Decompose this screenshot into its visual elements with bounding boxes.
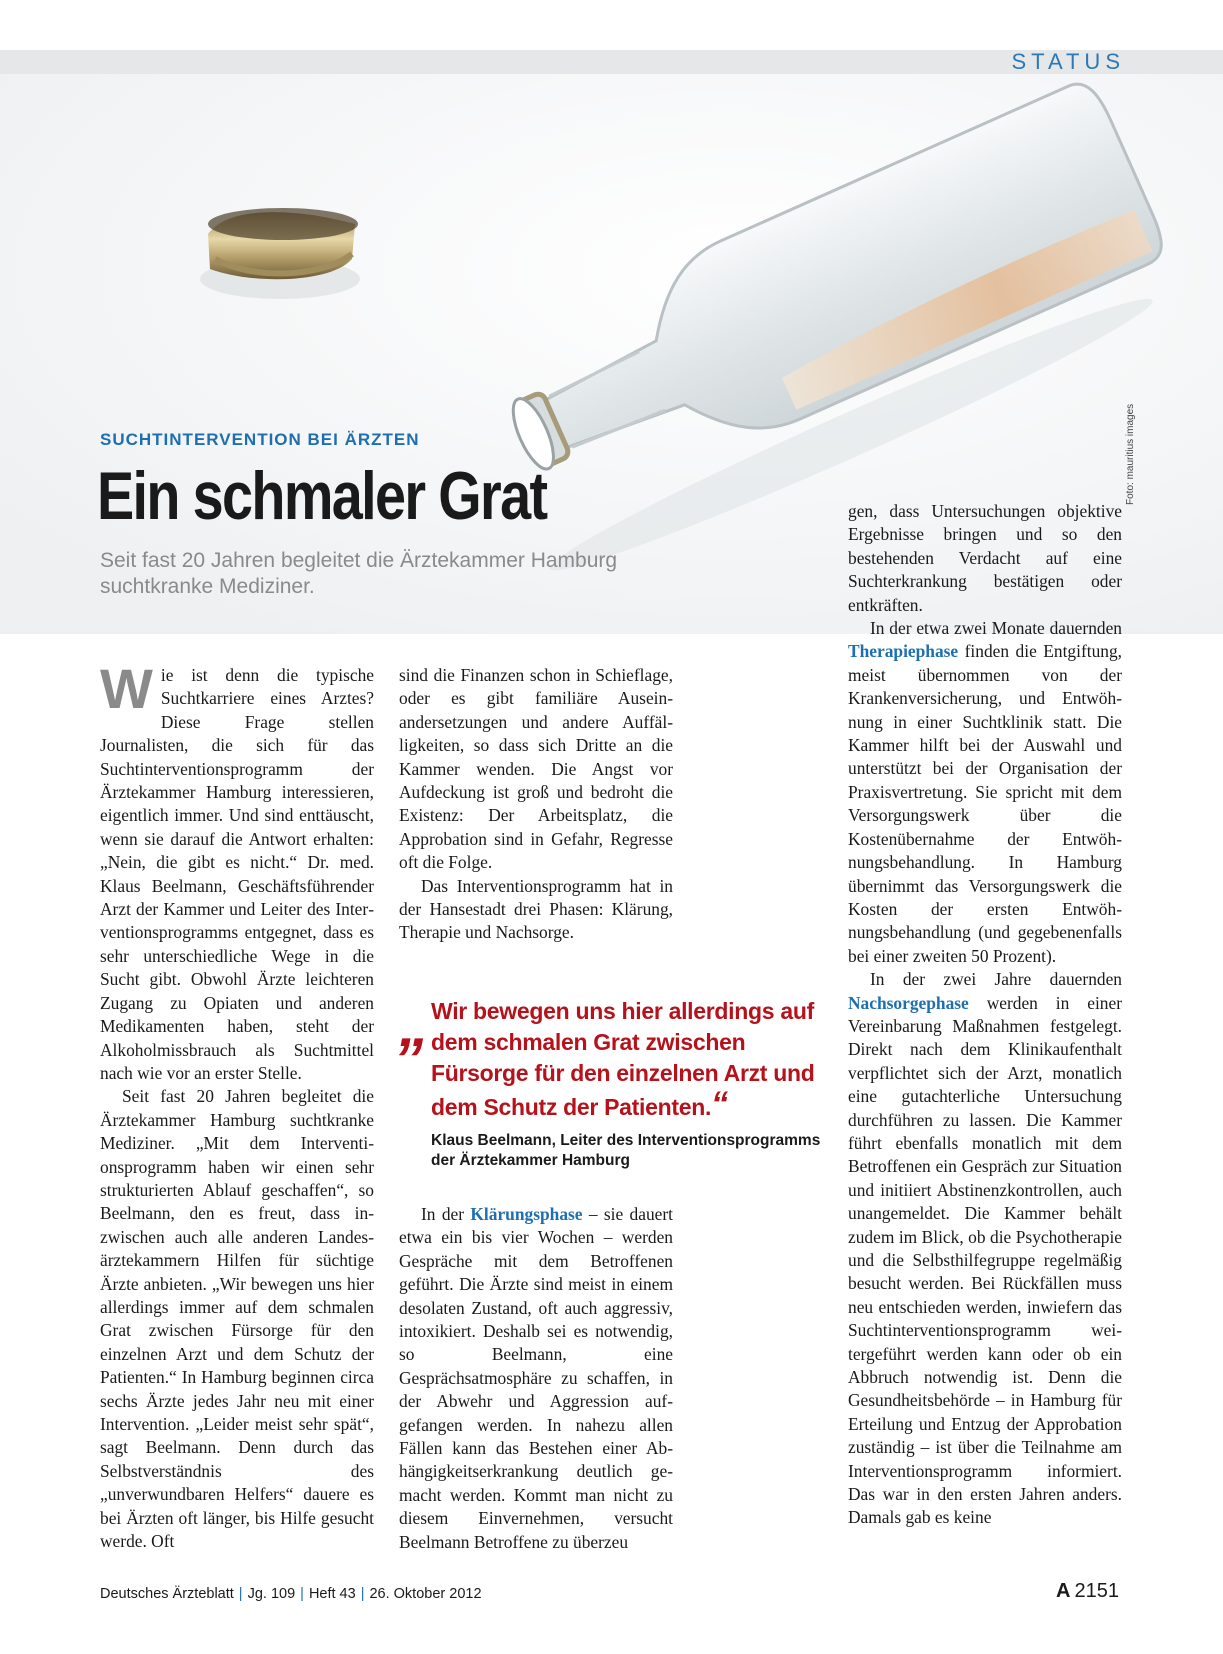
footer-citation [100,1586,482,1602]
separator: | [360,1586,365,1602]
paragraph: In der Klärungsphase – sie dauert etwa ein bis vier Wochen – werden Gespräche mit dem Betroffenen geführt. Die Ärzte sind meist in einem desolaten Zustand, oft auch aggressiv, intoxikiert. Deshalb sei es notwendig, so Beelmann, eine Gesprächsatmosphäre zu schaffen, in der Abwehr und Aggression aufgefangen werden. In nahezu allen Fällen kann das Bestehen einer Abhängigkeitserkrankung deutlich gemacht werden. Kommt man nicht zu diesem Einvernehmen, versucht Beelmann Betroffene zu überzeu [399,1204,673,1552]
article-subtitle: Seit fast 20 Jahren begleitet die Ärztekammer Hamburg suchtkranke Mediziner. [100,549,618,598]
separator: | [300,1586,304,1602]
pull-quote [399,992,829,1171]
date: 26. Oktober 2012 [369,1586,482,1602]
paragraph-text: ie ist denn die typische Suchtkarriere eines Arztes? Diese Frage stellen Journalisten, die sich für das Suchtinterventionsprogramm der Ärztekammer Hamburg interessieren, eigentlich immer. Und sind enttäuscht, wenn sie darauf die Antwort erhalten: „Nein, die gibt es nicht.“ Dr. med. Klaus Beelmann, Geschäftsführender Arzt der Kammer und Leiter des Interventionsprogramms entgegnet, dass es sehr unterschiedliche Wege in die Sucht gibt. Obwohl Ärzte leichteren Zugang zu Opiaten und anderen Medikamenten haben, steht der Alkoholmissbrauch als Suchtmittel nach wie vor an erster Stelle. [100,665,374,1083]
column-1 [100,657,374,1553]
paragraph: gen, dass Untersuchungen objektive Ergebnisse bringen und so den bestehenden Verdacht auf eine Suchterkrankung bestätigen oder entkräften. [848,501,1122,615]
phase-highlight: Klärungsphase [470,1204,583,1224]
column-2-top [399,664,673,945]
quote-text: Wir bewegen uns hier allerdings auf dem schmalen Grat zwischen Fürsorge für den einzelnen Arzt und dem Schutz der Patienten.“ [431,998,815,1123]
article-title: Ein schmaler Grat [97,458,547,534]
issue: Heft 43 [308,1586,356,1602]
bottle-cap [200,208,360,299]
phase-highlight: Nachsorgephase [848,992,969,1013]
paragraph: In der etwa zwei Monate dauernden Therapiephase finden die Entgiftung, meist übernommen von der Krankenversicherung, und Entwöhnung in einer Suchtklinik statt. Die Kammer hilft bei der Auswahl und unterstützt bei der Organisation der Praxisvertretung. Sie spricht mit dem Versorgungswerk über die Kostenübernahme der Entwöhnungsbehandlung. In Hamburg übernimmt das Versorgungswerk die Kosten der ersten Entwöhnungsbehandlung (und gegebenenfalls bei einer zweiten 50 Prozent). [848,618,1122,966]
paragraph [100,657,374,1085]
photo-credit: Foto: mauritius images [1125,403,1136,505]
separator: | [238,1586,243,1602]
paragraph: sind die Finanzen schon in Schieflage, oder es gibt familiäre Auseinandersetzungen und andere Auffälligkeiten, so dass sich Dritte an die Kammer wenden. Die Angst vor Aufdeckung ist groß und bedroht die Existenz: Der Arbeitsplatz, die Approbation sind in Gefahr, Regresse oft die Folge. [399,665,673,873]
paragraph: Das Interventionsprogramm hat in der Hansestadt drei Phasen: Klärung, Therapie und Nachsorge. [399,875,673,943]
journal-name: Deutsches Ärzteblatt [100,1586,234,1602]
paragraph: In der zwei Jahre dauernden Nachsorgephase werden in einer Vereinbarung Maßnahmen festgelegt. Direkt nach dem Klinikaufenthalt verpflichtet sich der Arzt, monatlich eine gutachterliche Untersuchung durchführen zu lassen. Die Kammer führt ebenfalls monatlich mit dem Betroffenen ein Gespräch zur Situation und initiiert Abstinenzkontrollen, auch unangemeldet. Die Kammer behält zudem im Blick, ob die Psychotherapie und die Selbsthilfegruppe regelmäßig besucht werden. Bei Rückfällen muss neu entschieden werden, inwiefern das Suchtinterventionsprogramm weitergeführt werden kann oder ob ein Abbruch notwendig ist. Denn die Gesundheitsbehörde – in Hamburg für Erteilung und Entzug der Approbation zuständig – ist über die Teilnahme am Interventionsprogramm informiert. Das war in den ersten Jahren anders. Damals gab es keine [848,969,1122,1528]
volume: Jg. 109 [247,1586,296,1602]
quote-open-mark: „ [399,992,429,1059]
phase-highlight: Therapiephase [848,641,959,662]
column-2-bottom [399,1203,673,1554]
dropcap: W [100,657,153,720]
column-3 [848,500,1122,1530]
page-number: A 2151 [1056,1580,1119,1602]
paragraph: Seit fast 20 Jahren begleitet die Ärztekammer Hamburg suchtkranke Mediziner. „Mit dem Interventionsprogramm haben wir einen sehr strukturierten Ablauf geschaffen“, so Beelmann, den es freut, dass inzwischen auch alle anderen Landesärztekammern Hilfen für süchtige Ärzte anbieten. „Wir bewegen uns hier allerdings immer auf dem schmalen Grat zwischen Fürsorge für den einzelnen Arzt und dem Schutz der Patienten.“ In Hamburg beginnen circa sechs Ärzte jedes Jahr neu mit einer Intervention. „Leider meist sehr spät“, sagt Beelmann. Denn durch das Selbstverständnis des „unverwundbaren Helfers“ dauere es bei Ärzten oft länger, bis Hilfe gesucht werde. Oft [100,1086,374,1552]
quote-close-mark: “ [711,1085,728,1123]
quote-source: Klaus Beelmann, Leiter des Interventionsprogramms der Ärztekammer Hamburg [431,1132,821,1169]
section-label: STATUS [1011,49,1125,74]
page-prefix: A [1056,1580,1071,1602]
article-kicker: SUCHTINTERVENTION BEI ÄRZTEN [100,430,420,449]
